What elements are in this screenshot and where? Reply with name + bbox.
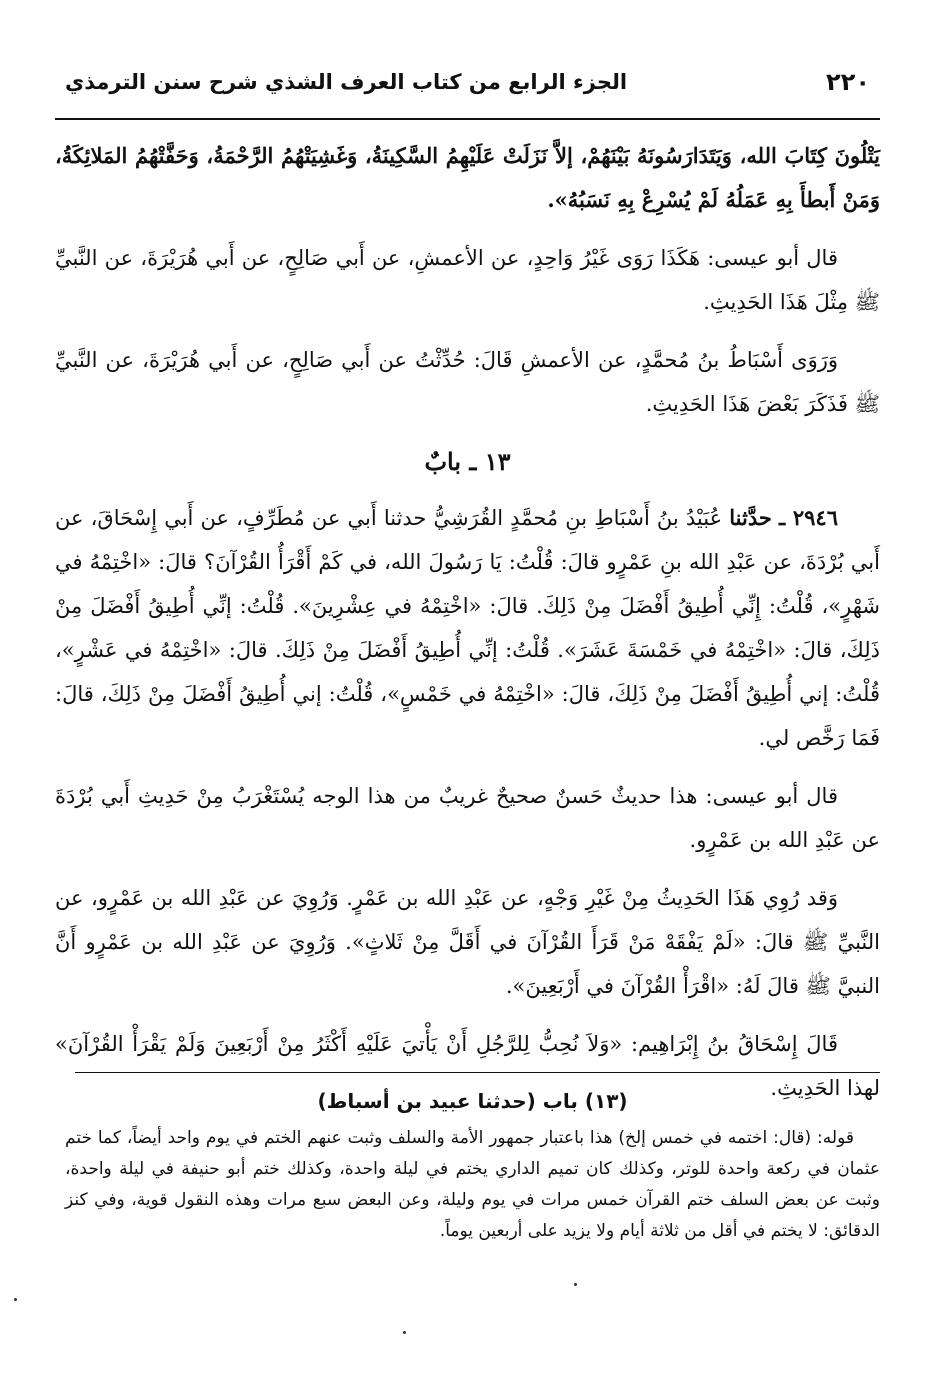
hadith-intro: حدَّثنا (729, 505, 772, 530)
footnote-heading: (١٣) باب (حدثنا عبيد بن أسباط) (317, 1089, 628, 1113)
footnote-divider (75, 1072, 880, 1073)
paragraph-hadith-ending: يَتْلُونَ كِتَابَ الله، وَيَتَدَارَسُونَهُ بَيْنَهُمْ، إلاَّ نَزَلَتْ عَلَيْهِمُ السَّكِينَةُ، وَغَشِيَتْهُمُ الرَّحْمَةُ، وَحَفَّتْهُمُ المَلائِكَةُ، وَمَنْ أَبطأَ بِهِ عَمَلُهُ لَمْ يُسْرِعْ بِهِ نَسَبُهُ». (55, 143, 880, 212)
paragraph-other-narrations: وَقد رُوِي هَذَا الحَدِيثُ مِنْ غَيْرِ وَجْهٍ، عن عَبْدِ الله بن عَمْرٍ. وَرُوِيَ عن عَبْدِ الله بن عَمْرٍو، عن النَّبيِّ ﷺ قالَ: «لَمْ يَفْقَهْ مَنْ قَرَأَ القُرْآنَ في أَقَلَّ مِنْ ثَلاثٍ». وَرُوِيَ عن عَبْدِ الله بن عَمْرٍو أَنَّ النبيَّ ﷺ قالَ لَهُ: «اقْرَأْ القُرْآنَ في أَرْبَعِينَ». (55, 886, 880, 998)
chapter-heading: ١٣ ـ بابٌ (424, 447, 511, 476)
page-header (55, 68, 880, 108)
paragraph-ishaq-statement: قَالَ إِسْحَاقُ بنُ إِبْرَاهِيم: «وَلاَ نُحِبُّ لِلرَّجُلِ أَنْ يَأْتيَ عَلَيْهِ أَكْثَرُ مِنْ أَرْبَعِينَ وَلَمْ يَقْرَأْ القُرْآنَ» لهذا الحَدِيثِ. (55, 1032, 880, 1100)
paragraph-abu-isa-comment-1: قال أبو عيسى: هَكَذَا رَوَى غَيْرُ وَاحِدٍ، عن الأعمشِ، عن أَبي صَالِحٍ، عن أَبي هُرَيْرَةَ، عن النَّبيِّ ﷺ مِثْلَ هَذَا الحَدِيثِ. (55, 246, 880, 314)
footnotes-section (65, 1086, 880, 1247)
paragraph-hadith-2946 (55, 496, 880, 760)
header-divider (55, 118, 880, 120)
print-speck (14, 1298, 17, 1301)
page-number: ٢٢٠ (826, 68, 870, 96)
running-title: الجزء الرابع من كتاب العرف الشذي شرح سنن الترمذي (65, 70, 628, 94)
paragraph-asbat-narration: وَرَوَى أَسْبَاطُ بنُ مُحمَّدٍ، عن الأعمشِ قَالَ: حُدِّثْتُ عن أَبي صَالِحٍ، عن أَبي هُرَيْرَةَ، عن النَّبيِّ ﷺ فَذَكَرَ بَعْضَ هَذَا الحَدِيثِ. (55, 348, 880, 416)
hadith-text: عُبَيْدُ بنُ أَسْبَاطِ بنِ مُحمَّدٍ القُرَشِيُّ حدثنا أَبي عن مُطَرِّفٍ، عن أَبي إِسْحَاقَ، عن أَبي بُرْدَةَ، عن عَبْدِ الله بنِ عَمْرٍو قالَ: قُلْتُ: يَا رَسُولَ الله، في كَمْ أَقْرَأُ القُرْآنَ؟ قالَ: «اخْتِمْهُ في شَهْرٍ»، قُلْتُ: إِنِّي أُطِيقُ أَفْضَلَ مِنْ ذَلِكَ. قالَ: «اخْتِمْهُ في عِشْرِينَ». قُلْتُ: إنِّي أُطِيقُ أَفْضَلَ مِنْ ذَلِكَ، قالَ: «اخْتِمْهُ في خَمْسَةَ عَشَرَ». قُلْتُ: إنِّي أُطِيقُ أَفْضَلَ مِنْ ذَلِكَ. قالَ: «اخْتِمْهُ في عَشْرٍ»، قُلْتُ: إني أُطِيقُ أَفْضَلَ مِنْ ذَلِكَ، قالَ: «اخْتِمْهُ في خَمْسٍ»، قُلْتُ: إني أُطِيقُ أَفْضَلَ مِنْ ذَلِكَ، قالَ: فَمَا رَخَّص لي. (55, 506, 880, 750)
footnote-text: قوله: (قال: اختمه في خمس إلخ) هذا باعتبار جمهور الأمة والسلف وثبت عنهم الختم في يوم واحد أيضاً، كما ختم عثمان في ركعة واحدة للوتر، وكذلك كان تميم الداري يختم في ليلة واحدة، وكذلك ختم أبو حنيفة في ليلة واحدة، وثبت عن بعض السلف ختم القرآن خمس مرات في يوم وليلة، وعن البعض سبع مرات وهذه النقول قوية، وفي كنز الدقائق: لا يختم في أقل من ثلاثة أيام ولا يزيد على أربعين يوماً. (65, 1128, 880, 1241)
book-page (55, 0, 880, 1378)
paragraph-abu-isa-comment-2: قال أبو عيسى: هذا حديثٌ حَسنٌ صحيحٌ غريبٌ من هذا الوجه يُسْتَغْرَبُ مِنْ حَدِيثِ أَبي بُرْدَةَ عن عَبْدِ الله بن عَمْرٍو. (55, 784, 880, 852)
print-speck (574, 1283, 577, 1286)
print-speck (403, 1331, 406, 1334)
main-text (55, 134, 880, 1124)
hadith-number: ٢٩٤٦ ـ (778, 505, 838, 530)
